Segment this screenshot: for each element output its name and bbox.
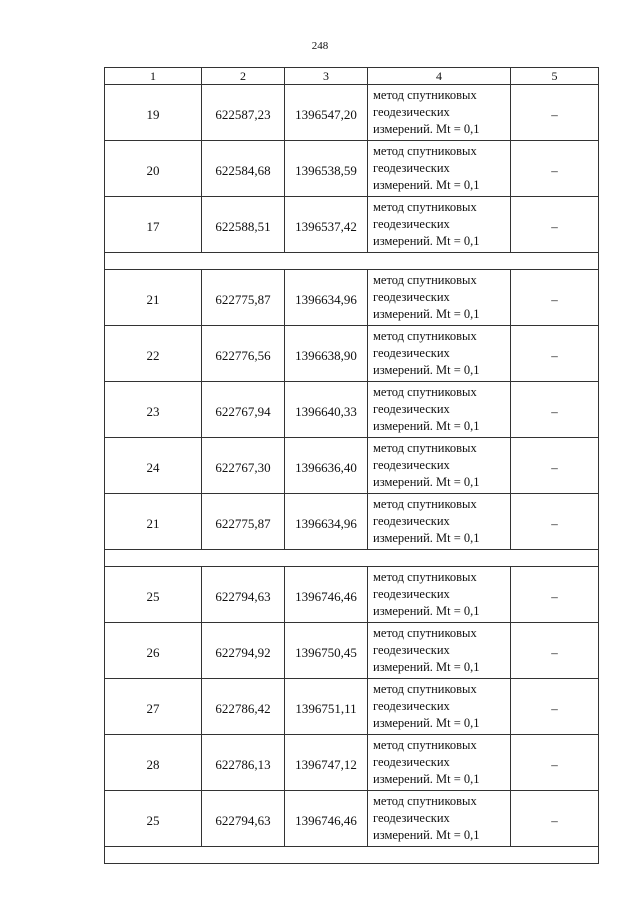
method-text-line: геодезических — [373, 290, 450, 304]
note-cell: – — [511, 270, 599, 326]
group-separator-cell — [105, 253, 599, 270]
note-cell: – — [511, 382, 599, 438]
coordinates-table — [104, 67, 599, 864]
method-text-line: измерений. Mt = 0,1 — [373, 363, 480, 377]
x-coordinate-cell: 622776,56 — [202, 326, 285, 382]
table-body — [105, 68, 599, 864]
y-coordinate-cell: 1396746,46 — [285, 791, 368, 847]
note-cell: – — [511, 735, 599, 791]
y-coordinate-cell: 1396547,20 — [285, 85, 368, 141]
method-cell — [368, 623, 511, 679]
table-row — [105, 326, 599, 382]
header-cell-4: 4 — [368, 68, 511, 85]
note-cell: – — [511, 679, 599, 735]
method-text-line: измерений. Mt = 0,1 — [373, 122, 480, 136]
x-coordinate-cell: 622584,68 — [202, 141, 285, 197]
method-text-line: измерений. Mt = 0,1 — [373, 178, 480, 192]
method-text-line: геодезических — [373, 699, 450, 713]
group-separator-cell — [105, 847, 599, 864]
method-text-line: метод спутниковых — [373, 794, 477, 808]
table-row — [105, 791, 599, 847]
note-cell: – — [511, 438, 599, 494]
note-cell: – — [511, 494, 599, 550]
point-number-cell: 24 — [105, 438, 202, 494]
point-number-cell: 23 — [105, 382, 202, 438]
y-coordinate-cell: 1396634,96 — [285, 270, 368, 326]
method-cell — [368, 438, 511, 494]
method-text-line: измерений. Mt = 0,1 — [373, 234, 480, 248]
method-text-line: метод спутниковых — [373, 570, 477, 584]
y-coordinate-cell: 1396634,96 — [285, 494, 368, 550]
method-cell — [368, 679, 511, 735]
y-coordinate-cell: 1396751,11 — [285, 679, 368, 735]
y-coordinate-cell: 1396638,90 — [285, 326, 368, 382]
note-cell: – — [511, 623, 599, 679]
note-cell: – — [511, 141, 599, 197]
table-row — [105, 270, 599, 326]
y-coordinate-cell: 1396538,59 — [285, 141, 368, 197]
method-text-line: метод спутниковых — [373, 738, 477, 752]
x-coordinate-cell: 622786,13 — [202, 735, 285, 791]
table-row — [105, 494, 599, 550]
method-text-line: метод спутниковых — [373, 200, 477, 214]
method-text-line: геодезических — [373, 105, 450, 119]
note-cell: – — [511, 567, 599, 623]
method-cell — [368, 141, 511, 197]
method-text-line: измерений. Mt = 0,1 — [373, 772, 480, 786]
x-coordinate-cell: 622767,94 — [202, 382, 285, 438]
method-cell — [368, 567, 511, 623]
point-number-cell: 21 — [105, 494, 202, 550]
table-row — [105, 679, 599, 735]
note-cell: – — [511, 326, 599, 382]
table-row — [105, 567, 599, 623]
x-coordinate-cell: 622786,42 — [202, 679, 285, 735]
table-row — [105, 141, 599, 197]
method-text-line: геодезических — [373, 755, 450, 769]
method-cell — [368, 326, 511, 382]
method-text-line: измерений. Mt = 0,1 — [373, 660, 480, 674]
point-number-cell: 17 — [105, 197, 202, 253]
note-cell: – — [511, 85, 599, 141]
method-text-line: геодезических — [373, 514, 450, 528]
page-number: 248 — [311, 40, 329, 52]
method-text-line: метод спутниковых — [373, 88, 477, 102]
x-coordinate-cell: 622588,51 — [202, 197, 285, 253]
method-text-line: метод спутниковых — [373, 626, 477, 640]
x-coordinate-cell: 622794,92 — [202, 623, 285, 679]
method-text-line: геодезических — [373, 587, 450, 601]
point-number-cell: 21 — [105, 270, 202, 326]
y-coordinate-cell: 1396636,40 — [285, 438, 368, 494]
y-coordinate-cell: 1396750,45 — [285, 623, 368, 679]
method-cell — [368, 382, 511, 438]
group-separator-row — [105, 550, 599, 567]
point-number-cell: 25 — [105, 791, 202, 847]
method-text-line: измерений. Mt = 0,1 — [373, 419, 480, 433]
point-number-cell: 27 — [105, 679, 202, 735]
y-coordinate-cell: 1396747,12 — [285, 735, 368, 791]
group-separator-row — [105, 253, 599, 270]
header-cell-2: 2 — [202, 68, 285, 85]
method-text-line: геодезических — [373, 811, 450, 825]
method-text-line: метод спутниковых — [373, 144, 477, 158]
method-cell — [368, 494, 511, 550]
method-text-line: измерений. Mt = 0,1 — [373, 604, 480, 618]
table-row — [105, 623, 599, 679]
note-cell: – — [511, 197, 599, 253]
header-cell-5: 5 — [511, 68, 599, 85]
method-text-line: геодезических — [373, 643, 450, 657]
method-text-line: геодезических — [373, 402, 450, 416]
method-text-line: метод спутниковых — [373, 441, 477, 455]
y-coordinate-cell: 1396537,42 — [285, 197, 368, 253]
method-text-line: геодезических — [373, 458, 450, 472]
method-cell — [368, 735, 511, 791]
method-text-line: измерений. Mt = 0,1 — [373, 531, 480, 545]
method-text-line: метод спутниковых — [373, 385, 477, 399]
point-number-cell: 26 — [105, 623, 202, 679]
x-coordinate-cell: 622587,23 — [202, 85, 285, 141]
table-row — [105, 197, 599, 253]
method-text-line: метод спутниковых — [373, 682, 477, 696]
method-text-line: измерений. Mt = 0,1 — [373, 475, 480, 489]
table-row — [105, 735, 599, 791]
table-row — [105, 438, 599, 494]
method-text-line: измерений. Mt = 0,1 — [373, 307, 480, 321]
point-number-cell: 19 — [105, 85, 202, 141]
y-coordinate-cell: 1396640,33 — [285, 382, 368, 438]
method-text-line: измерений. Mt = 0,1 — [373, 716, 480, 730]
point-number-cell: 20 — [105, 141, 202, 197]
group-separator-cell — [105, 550, 599, 567]
method-text-line: измерений. Mt = 0,1 — [373, 828, 480, 842]
table-row — [105, 85, 599, 141]
x-coordinate-cell: 622767,30 — [202, 438, 285, 494]
y-coordinate-cell: 1396746,46 — [285, 567, 368, 623]
table-row — [105, 382, 599, 438]
point-number-cell: 28 — [105, 735, 202, 791]
method-text-line: геодезических — [373, 161, 450, 175]
method-cell — [368, 270, 511, 326]
method-text-line: геодезических — [373, 346, 450, 360]
header-cell-1: 1 — [105, 68, 202, 85]
method-text-line: геодезических — [373, 217, 450, 231]
method-text-line: метод спутниковых — [373, 329, 477, 343]
point-number-cell: 22 — [105, 326, 202, 382]
method-cell — [368, 197, 511, 253]
method-text-line: метод спутниковых — [373, 273, 477, 287]
point-number-cell: 25 — [105, 567, 202, 623]
group-separator-row — [105, 847, 599, 864]
x-coordinate-cell: 622794,63 — [202, 567, 285, 623]
x-coordinate-cell: 622775,87 — [202, 270, 285, 326]
method-cell — [368, 791, 511, 847]
method-cell — [368, 85, 511, 141]
note-cell: – — [511, 791, 599, 847]
x-coordinate-cell: 622794,63 — [202, 791, 285, 847]
x-coordinate-cell: 622775,87 — [202, 494, 285, 550]
method-text-line: метод спутниковых — [373, 497, 477, 511]
header-cell-3: 3 — [285, 68, 368, 85]
header-row — [105, 68, 599, 85]
